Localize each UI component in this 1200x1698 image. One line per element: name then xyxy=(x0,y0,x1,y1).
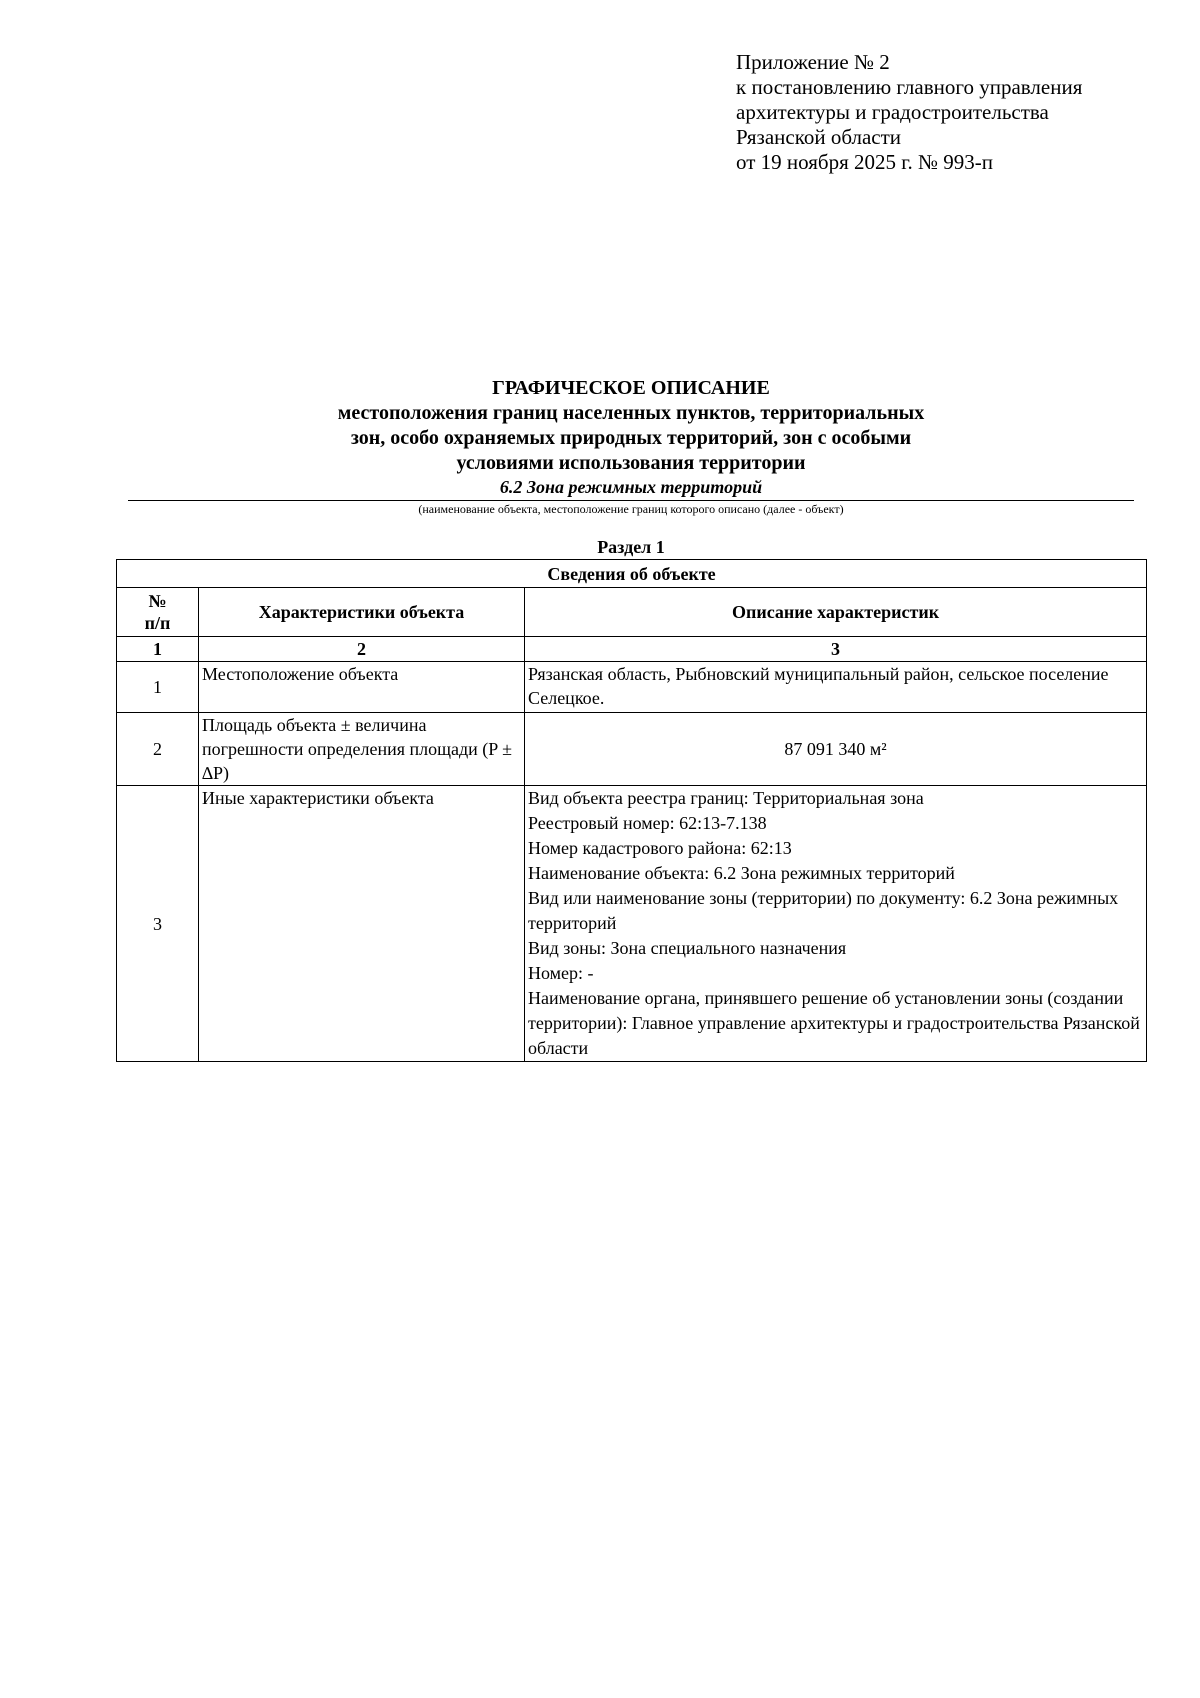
appendix-line: к постановлению главного управления xyxy=(736,75,1083,99)
description-line: Вид или наименование зоны (территории) по документу: 6.2 Зона режимных территорий xyxy=(528,888,1119,933)
description-line: Номер: - xyxy=(528,963,594,983)
table-title: Сведения об объекте xyxy=(117,560,1147,588)
table-row xyxy=(117,713,1147,786)
header-characteristic: Характеристики объекта xyxy=(199,588,525,637)
section-title: Раздел 1 xyxy=(597,537,665,557)
document-subtitle-line: местоположения границ населенных пунктов, территориальных xyxy=(337,402,925,424)
column-number: 3 xyxy=(525,637,1147,662)
row-number: 3 xyxy=(117,786,199,1062)
appendix-line: архитектуры и градостроительства xyxy=(736,100,1049,124)
document-subtitle-line: условиями использования территории xyxy=(456,452,806,474)
column-number-row xyxy=(117,637,1147,662)
appendix-note xyxy=(736,50,1082,175)
description-line: Наименование объекта: 6.2 Зона режимных территорий xyxy=(528,863,955,883)
appendix-line: Приложение № 2 xyxy=(736,50,890,74)
header-description: Описание характеристик xyxy=(525,588,1147,637)
object-name: 6.2 Зона режимных территорий xyxy=(499,477,763,497)
description-line: Вид зоны: Зона специального назначения xyxy=(528,938,847,958)
object-info-table xyxy=(116,559,1147,1062)
object-caption: (наименование объекта, местоположение границ которого описано (далее - объект) xyxy=(418,502,844,516)
row-number: 1 xyxy=(117,662,199,713)
row-description: 87 091 340 м² xyxy=(525,713,1147,786)
description-line: Номер кадастрового района: 62:13 xyxy=(528,838,792,858)
row-characteristic: Площадь объекта ± величина погрешности определения площади (P ± ∆P) xyxy=(199,713,525,786)
description-line: Реестровый номер: 62:13-7.138 xyxy=(528,813,767,833)
table-row xyxy=(117,786,1147,1062)
description-line: Вид объекта реестра границ: Территориальная зона xyxy=(528,788,924,808)
description-line: Наименование органа, принявшего решение об установлении зоны (создании территории): Главное управление архитектуры и градостроительства Рязанской области xyxy=(528,988,1140,1058)
object-name-underline xyxy=(128,500,1134,501)
header-number xyxy=(117,588,199,637)
header-number-line2: п/п xyxy=(144,613,171,633)
header-number-line1: № xyxy=(148,591,167,611)
table-title-row xyxy=(117,560,1147,588)
table-row xyxy=(117,662,1147,713)
row-description: Рязанская область, Рыбновский муниципальный район, сельское поселение Селецкое. xyxy=(525,662,1147,713)
appendix-date-line: от 19 ноября 2025 г. № 993-п xyxy=(736,150,994,174)
document-title-block xyxy=(128,376,1134,517)
appendix-line: Рязанской области xyxy=(736,125,902,149)
column-number: 1 xyxy=(117,637,199,662)
row-description xyxy=(525,786,1147,1062)
column-number: 2 xyxy=(199,637,525,662)
row-number: 2 xyxy=(117,713,199,786)
document-title: ГРАФИЧЕСКОЕ ОПИСАНИЕ xyxy=(492,377,770,399)
row-characteristic: Местоположение объекта xyxy=(199,662,525,713)
row-characteristic: Иные характеристики объекта xyxy=(199,786,525,1062)
table-header-row xyxy=(117,588,1147,637)
document-subtitle-line: зон, особо охраняемых природных территорий, зон с особыми xyxy=(350,427,912,449)
